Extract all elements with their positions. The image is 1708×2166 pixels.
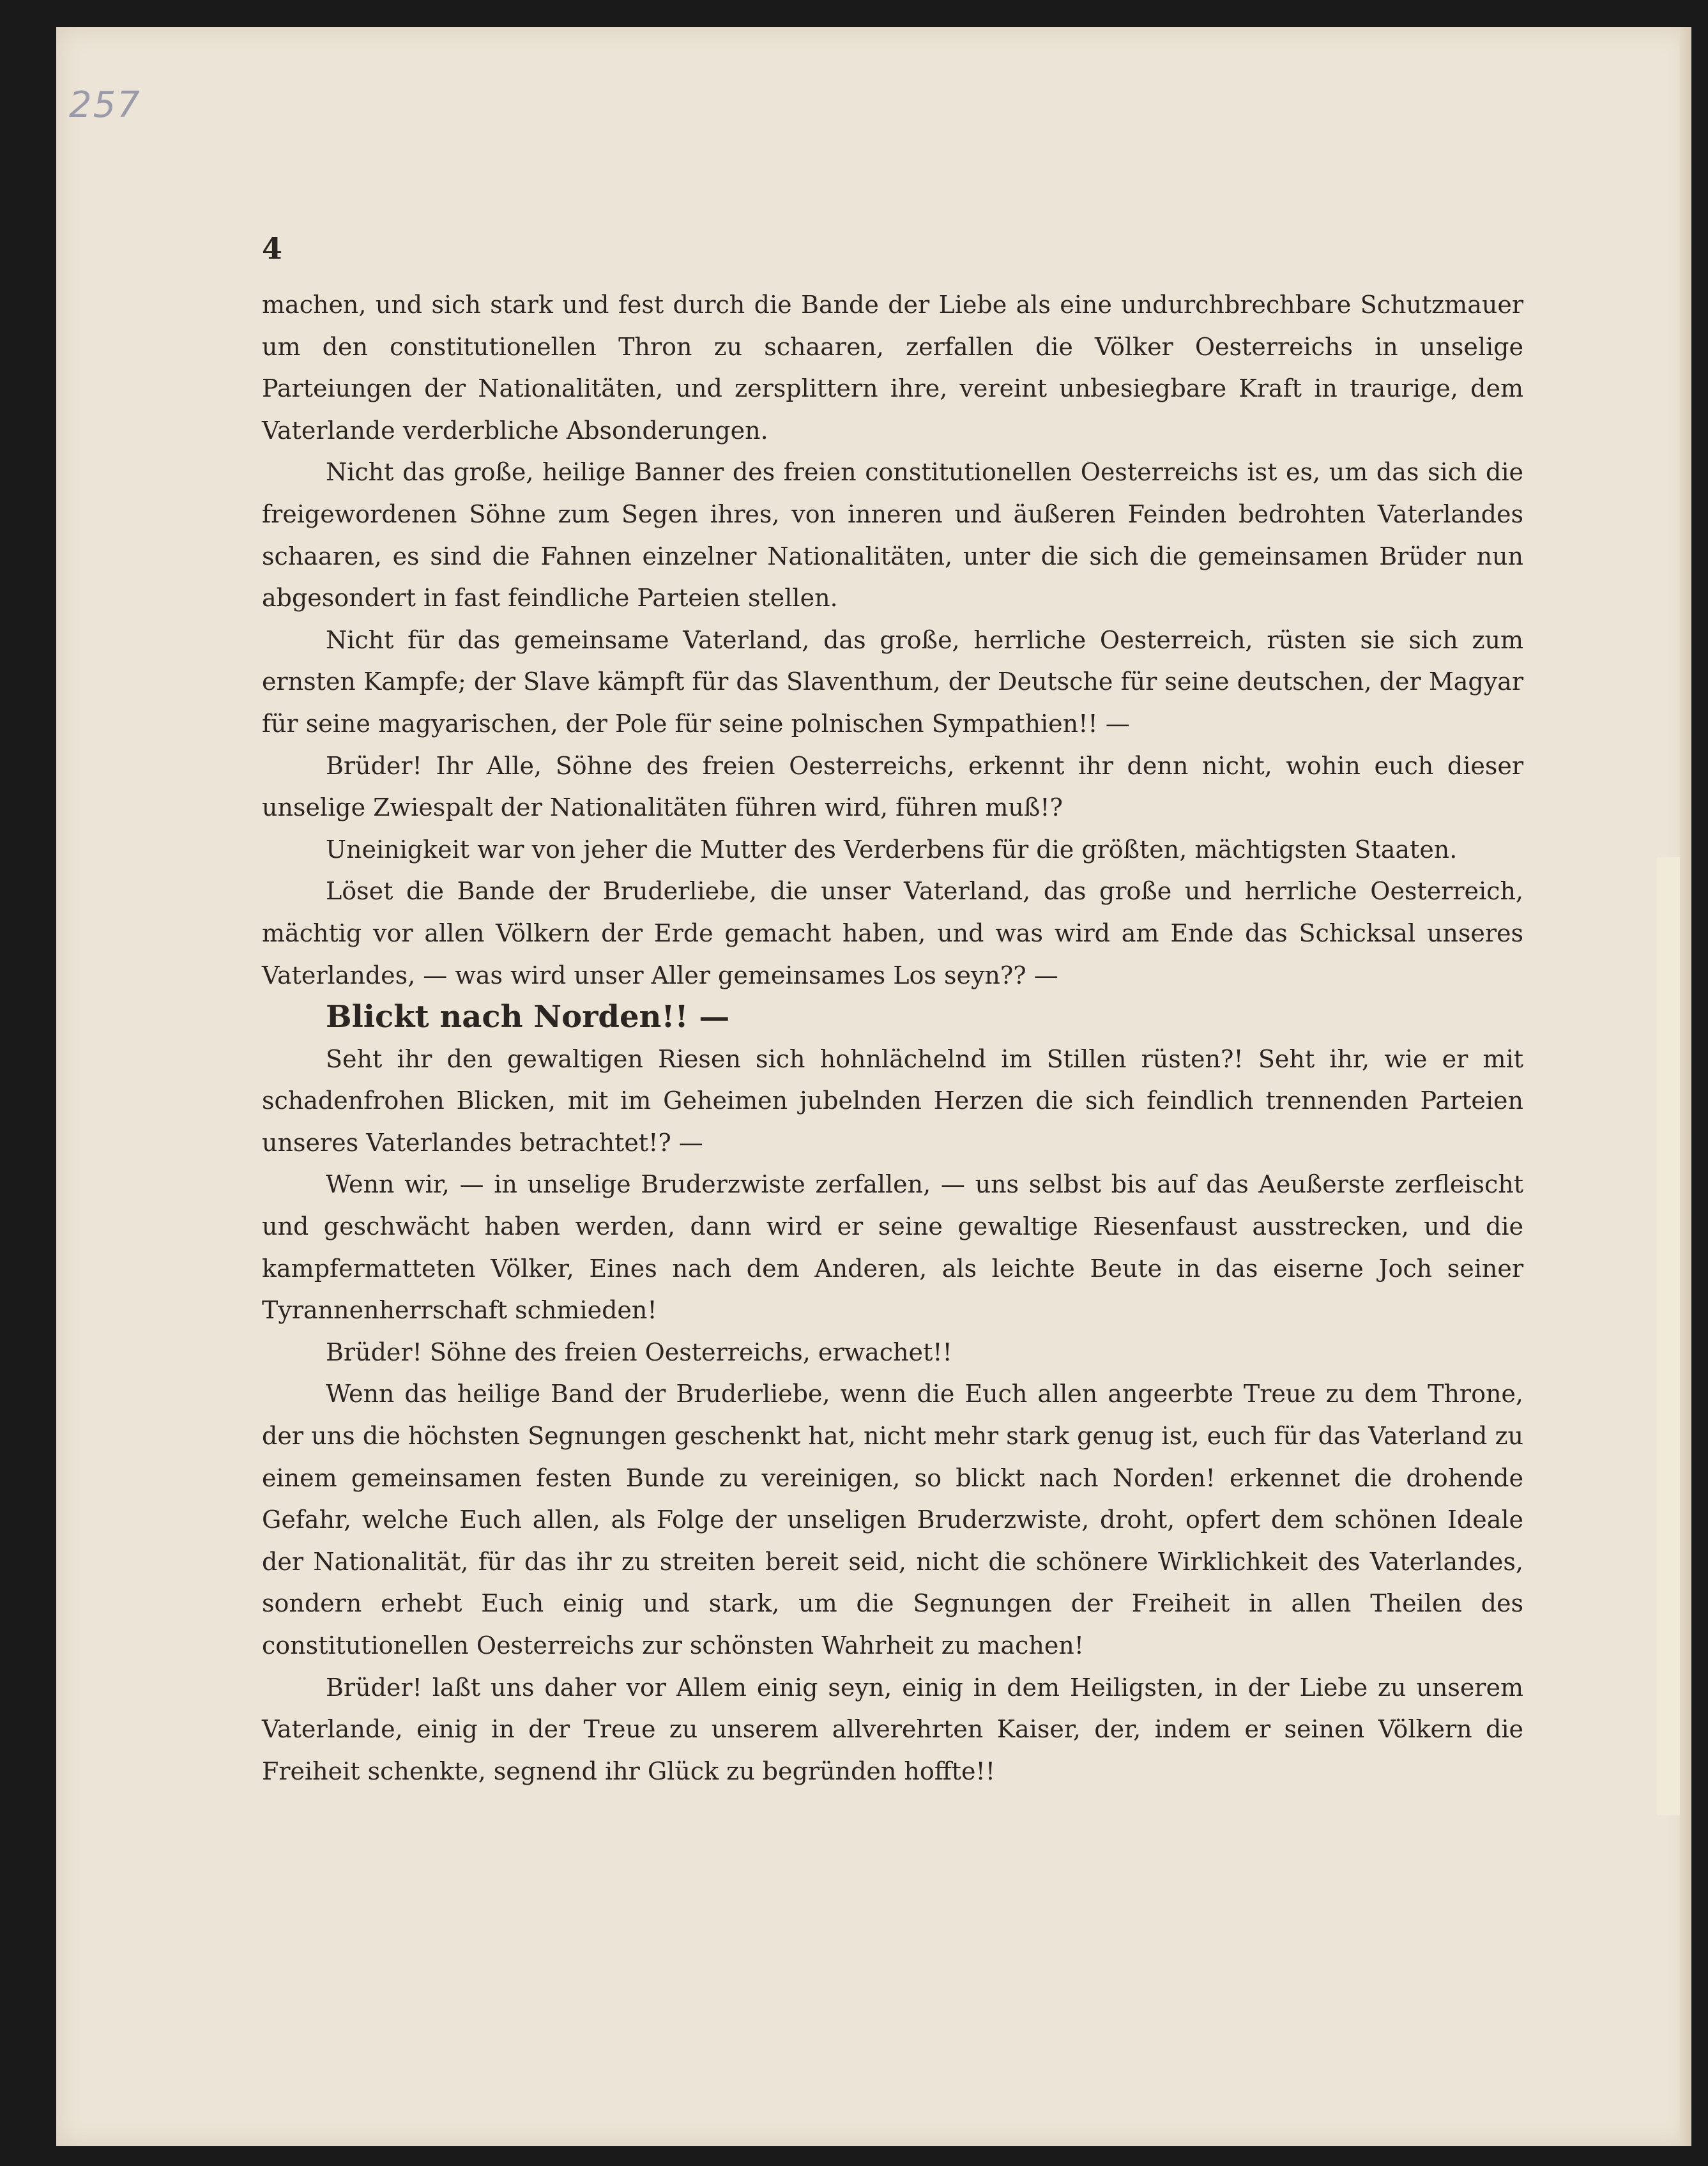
paragraph-5: Uneinigkeit war von jeher die Mutter des Verderbens für die größten, mächtigsten Staaten. [326,835,1458,864]
page-edge [1680,27,1691,2146]
paragraph-6: Löset die Bande der Bruderliebe, die unser Vaterland, das große und herrliche Oesterreich, mächtig vor allen Völkern der Erde gemacht haben, und was wird am Ende das Schicksal unseres Vaterlandes, — was wird unser Aller gemeinsames Los seyn?? — [262,877,1523,989]
paragraph-9: Brüder! Söhne des freien Oesterreichs, erwachet!! [326,1338,952,1366]
page-number: 4 [262,231,283,266]
paragraph-3: Nicht für das gemeinsame Vaterland, das große, herrliche Oesterreich, rüsten sie sich zum ernsten Kampfe; der Slave kämpft für das Slaventhum, der Deutsche für seine deutschen, der Magyar für seine magyarischen, der Pole für seine polnischen Sympathien!! — [262,625,1523,738]
section-heading: Blickt nach Norden!! — [326,999,730,1035]
paragraph-8: Wenn wir, — in unselige Bruderzwiste zerfallen, — uns selbst bis auf das Aeußerste zerfleischt und geschwächt haben werden, dann wird er seine gewaltige Riesenfaust ausstrecken, und die kampfermatteten Völker, Eines nach dem Anderen, als leichte Beute in das eiserne Joch seiner Tyrannenherrschaft schmieden! [262,1170,1523,1325]
paper-strip [1657,857,1680,1815]
paragraph-7: Seht ihr den gewaltigen Riesen sich hohnlächelnd im Stillen rüsten?! Seht ihr, wie er mit schadenfrohen Blicken, mit im Geheimen jubelnden Herzen die sich feindlich trennenden Parteien unseres Vaterlandes betrachtet!? — [262,1044,1523,1157]
paragraph-4: Brüder! Ihr Alle, Söhne des freien Oesterreichs, erkennt ihr denn nicht, wohin euch dieser unselige Zwiespalt der Nationalitäten führen wird, führen muß!? [262,751,1523,822]
body-text [262,284,1523,1792]
paragraph-1: machen, und sich stark und fest durch die Bande der Liebe als eine undurchbrechbare Schutzmauer um den constitutionellen Thron zu schaaren, zerfallen die Völker Oesterreichs in unselige Parteiungen der Nationalitäten, und zersplittern ihre, vereint unbesiegbare Kraft in traurige, dem Vaterlande verderbliche Absonderungen. [262,291,1523,445]
archive-mark: 257 [69,84,141,126]
paragraph-2: Nicht das große, heilige Banner des freien constitutionellen Oesterreichs ist es, um das sich die freigewordenen Söhne zum Segen ihres, von inneren und äußeren Feinden bedrohten Vaterlandes schaaren, es sind die Fahnen einzelner Nationalitäten, unter die sich die gemeinsamen Brüder nun abgesondert in fast feindliche Parteien stellen. [262,458,1523,613]
paragraph-10: Wenn das heilige Band der Bruderliebe, wenn die Euch allen angeerbte Treue zu dem Throne, der uns die höchsten Segnungen geschenkt hat, nicht mehr stark genug ist, euch für das Vaterland zu einem gemeinsamen festen Bunde zu vereinigen, so blickt nach Norden! erkennet die drohende Gefahr, welche Euch allen, als Folge der unseligen Bruderzwiste, droht, opfert dem schönen Ideale der Nationalität, für das ihr zu streiten bereit seid, nicht die schönere Wirklichkeit des Vaterlandes, sondern erhebt Euch einig und stark, um die Segnungen der Freiheit in allen Theilen des constitutionellen Oesterreichs zur schönsten Wahrheit zu machen! [262,1380,1523,1659]
paragraph-11: Brüder! laßt uns daher vor Allem einig seyn, einig in dem Heiligsten, in der Liebe zu unserem Vaterlande, einig in der Treue zu unserem allverehrten Kaiser, der, indem er seinen Völkern die Freiheit schenkte, segnend ihr Glück zu begründen hoffte!! [262,1673,1523,1785]
